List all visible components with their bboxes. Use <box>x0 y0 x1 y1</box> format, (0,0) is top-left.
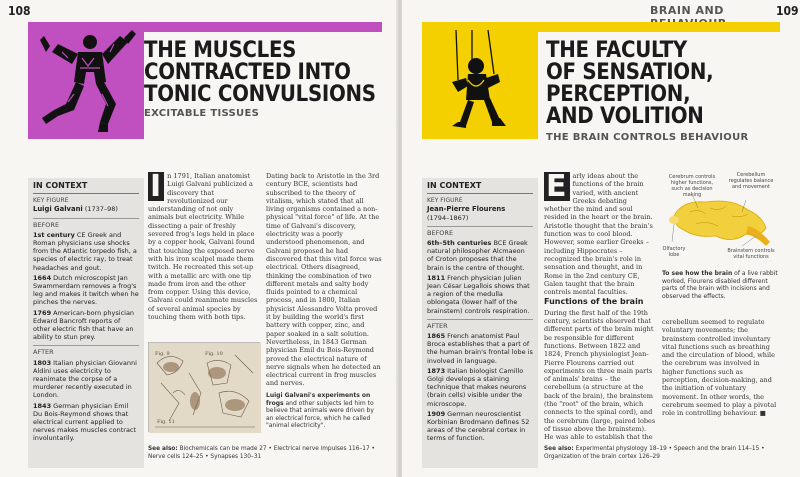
drop-cap: E <box>544 172 570 201</box>
body-column-1-right <box>544 172 656 444</box>
after-label: AFTER <box>33 345 139 356</box>
title-line: OF SENSATION, <box>546 60 714 85</box>
context-heading: IN CONTEXT <box>33 182 139 194</box>
subtitle-right: THE BRAIN CONTROLS BEHAVIOUR <box>546 132 749 143</box>
context-heading: IN CONTEXT <box>427 182 533 194</box>
galvani-engraving <box>148 342 260 432</box>
see-also-left: See also: Biochemicals can be made 27 • Electrical nerve impulses 116–17 • Nerve cells 124–25 • Synapses 130–31 <box>148 446 375 460</box>
context-entry: 6th–5th centuries BCE Greek natural philosopher Alcmaeon of Croton proposes that the brain is the centre of thought. <box>427 239 528 272</box>
marionette-icon <box>422 22 538 139</box>
title-line: CONTRACTED INTO <box>144 60 351 85</box>
body-text: cerebellum seemed to regulate voluntary movements; the brainstem controlled involuntary vital functions such as breathing and the circulation of blood, while the cerebrum was involved in higher functions such as perception, decision-making, and the initiation of voluntary movement. In other words, the cerebrum seemed to play a pivotal role in controlling behaviour. ■ <box>662 318 777 418</box>
see-also-right: See also: Experimental physiology 18–19 • Speech and the brain 114–15 • Organization of the brain cortex 126–29 <box>544 446 765 460</box>
context-entry: 1769 American-born physician Edward Bancroft reports of other electric fish that have an ability to stun prey. <box>33 308 135 342</box>
body-column-1-left <box>148 172 260 338</box>
title-line: PERCEPTION, <box>546 82 691 107</box>
label-cerebrum: Cerebrum controls higher functions, such as decision making <box>668 174 716 198</box>
key-figure-name: Jean-Pierre Flourens <box>427 205 506 214</box>
before-label: BEFORE <box>33 218 139 229</box>
key-figure-label: KEY FIGURE <box>427 197 463 205</box>
before-label: BEFORE <box>427 226 533 237</box>
figure-label: Fig. 9 <box>155 351 170 357</box>
body-column-2-left <box>266 172 382 388</box>
page-title-left <box>144 40 376 106</box>
label-olfactory: Olfactory lobe <box>662 246 686 258</box>
context-entry: 1811 French physician Julien Jean César Legallois shows that a region of the medulla oblongata (lower half of the brainstem) controls respiration. <box>427 273 530 315</box>
frog-experiment-illustration <box>149 343 261 433</box>
marionette-icon-block <box>422 22 538 139</box>
body-text: n 1791, Italian anatomist Luigi Galvani publicized a discovery that revolutionized our understanding of not only animals but electricity. While dissecting a pair of freshly severed frog's legs held in place by a copper hook, Galvani found that touching the exposed nerve with his iron scalpel made them twitch. He recreated this set-up with a metallic arc with one tip made from iron and the other from copper. Using this device, Galvani could reanimate muscles of several animal species by touching them with both tips. <box>148 172 258 322</box>
accent-bar-left <box>144 22 382 32</box>
context-entry: 1664 Dutch microscopist Jan Swammerdam removes a frog's leg and makes it twitch when he pinches the nerves. <box>33 273 139 307</box>
key-figure-dates: (1794–1867) <box>427 213 469 222</box>
page-title-right <box>546 40 713 128</box>
context-entry: 1873 Italian biologist Camillo Golgi develops a staining technique that makes neurons (brain cells) visible under the microscope. <box>427 366 527 408</box>
label-brainstem: Brainstem controls vital functions <box>727 248 775 260</box>
muscle-figure-icon <box>28 22 144 139</box>
after-label: AFTER <box>427 319 533 330</box>
in-context-box-left <box>28 178 144 468</box>
brain-diagram <box>662 172 782 264</box>
page-number-left: 108 <box>8 4 31 18</box>
drop-cap: I <box>148 172 164 201</box>
context-entry: 1803 Italian physician Giovanni Aldini uses electricity to reanimate the corpse of a murderer recently executed in London. <box>33 358 137 400</box>
figure-label: Fig. 10 <box>205 351 223 357</box>
context-entry: 1843 German physician Emil Du Bois-Reymond shows that electrical current applied to nerves makes muscles contract involuntarily. <box>33 401 137 443</box>
context-entry: 1st century CE Greek and Roman physicians use shocks from the Atlantic torpedo fish, a species of electric ray, to treat headaches and gout. <box>33 230 137 272</box>
image-caption-left: Luigi Galvani's experiments on frogs and other subjects led him to believe that animals were driven by an electrical force, which he called "animal electricity". <box>266 392 374 429</box>
context-entry: 1865 French anatomist Paul Broca establishes that a part of the human brain's frontal lobe is involved in language. <box>427 332 533 365</box>
key-figure-label: KEY FIGURE <box>33 197 69 205</box>
right-page <box>402 0 800 477</box>
subtitle-left: EXCITABLE TISSUES <box>144 108 260 119</box>
title-line: AND VOLITION <box>546 104 704 129</box>
page-number-right: 109 <box>776 4 799 18</box>
body-column-2-right <box>662 318 782 444</box>
left-page <box>0 0 398 477</box>
diagram-caption: To see how the brain of a live rabbit worked, Flourens disabled different parts of the brain with incisions and observed the effects. <box>662 270 778 300</box>
title-line: TONIC CONVULSIONS <box>144 82 376 107</box>
body-text: arly ideas about the functions of the brain varied, with ancient Greeks debating whether the mind and soul resided in the heart or the brain. Aristotle thought that the brain's function was to cool blood. However, some earlier Greeks – including Hippocrates – recognized the brain's role in sensation and thought, and in Rome in the 2nd century CE, Galen taught that the brain controls mental faculties. <box>544 172 653 297</box>
body-text: Dating back to Aristotle in the 3rd century BCE, scientists had subscribed to the theory of vitalism, which stated that all living organisms contained a non-physical "vital force" of life. At the time of Galvani's discovery, electricity was a poorly understood phenomenon, and Galvani proposed he had discovered that this vital force was electrical. Others disagreed, thinking the combination of two different metals and salty body fluids pointed to a chemical process, and in 1800, Italian physicist Alessandro Volta proved it by building the world's first battery with copper, zinc, and paper soaked in a salt solution. Nevertheless, in 1843 German physician Emil du Bois-Reymond proved the electrical nature of nerve signals when he detected an electrical current in frog muscles and nerves. <box>266 172 382 388</box>
label-cerebellum: Cerebellum regulates balance and movement <box>728 172 774 190</box>
section-heading: Functions of the brain <box>544 297 644 307</box>
context-entry: 1909 German neuroscientist Korbinian Brodmann defines 52 areas of the cerebral cortex in terms of function. <box>427 409 530 443</box>
title-line: THE FACULTY <box>546 38 687 63</box>
key-figure-name: Luigi Galvani <box>33 205 83 214</box>
key-figure-dates: (1737–98) <box>84 205 118 214</box>
in-context-box-right <box>422 178 538 468</box>
body-text: During the first half of the 19th century, scientists observed that different parts of the brain might be responsible for different functions. Between 1822 and 1824, French physiologist Jean-Pierre Flourens carried out experiments on three main parts of animals' brains – the cerebellum (a structure at the back of the brain), the brainstem (the "root" of the brain, which connects to the spinal cord), and the cerebrum (large, paired lobes of tissue above the brainstem). He was able to establish that the <box>544 308 656 442</box>
muscle-figure-icon-block <box>28 22 144 139</box>
title-line: THE MUSCLES <box>144 38 297 63</box>
figure-label: Fig. 11 <box>157 419 175 425</box>
running-head: BRAIN AND <box>650 4 724 17</box>
